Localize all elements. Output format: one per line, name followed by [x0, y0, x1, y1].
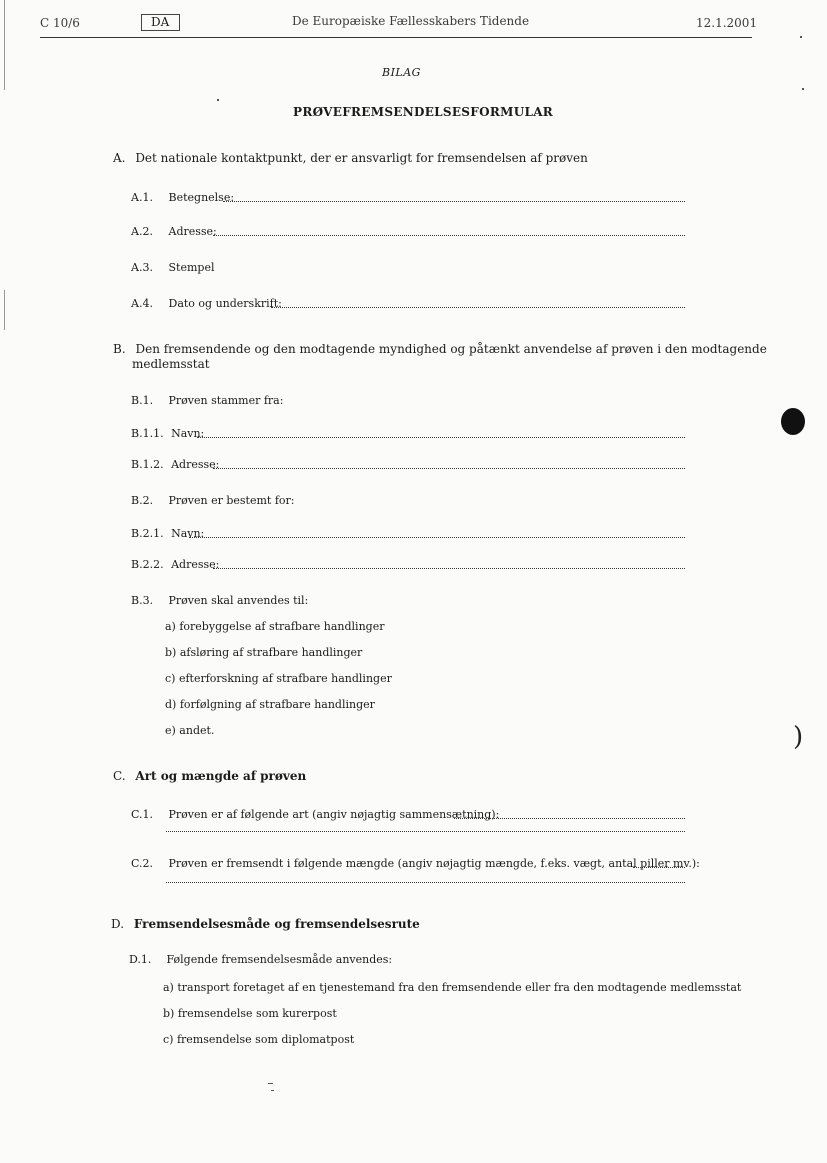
- section-b-title-line2: medlemsstat: [132, 357, 210, 371]
- annex-label: BILAG: [382, 66, 421, 79]
- form-title: PRØVEFREMSENDELSESFORMULAR: [293, 105, 554, 119]
- header-rule: [40, 37, 752, 38]
- field-d1-number: D.1.: [129, 953, 152, 966]
- field-c2-dotted-line[interactable]: [633, 867, 685, 868]
- scan-bracket-mark: ): [793, 722, 804, 752]
- mode-option: a) transport foretaget af en tjenestemand fra den fremsendende eller fra den modtagende medlemsstat: [163, 981, 742, 994]
- field-a4-number: A.4.: [131, 297, 153, 310]
- field-b2-label: Prøven er bestemt for:: [168, 494, 295, 507]
- use-option: d) forfølgning af strafbare handlinger: [165, 698, 375, 711]
- field-c1-number: C.1.: [131, 808, 154, 821]
- field-a2-dotted-line[interactable]: [213, 235, 685, 236]
- field-b21-label: Navn:: [171, 527, 205, 540]
- mode-option: b) fremsendelse som kurerpost: [163, 1007, 337, 1020]
- field-b22: [131, 558, 219, 571]
- section-c-letter: C.: [113, 769, 126, 783]
- language-code: DA: [151, 15, 170, 29]
- field-b22-dotted-line[interactable]: [213, 568, 685, 569]
- field-b3: [131, 594, 308, 607]
- field-b12: [131, 458, 219, 471]
- journal-title: De Europæiske Fællesskabers Tidende: [292, 14, 530, 28]
- page-number: C 10/6: [40, 16, 80, 30]
- section-b-letter: B.: [113, 342, 126, 356]
- use-option: a) forebyggelse af strafbare handlinger: [165, 620, 385, 633]
- field-b22-label: Adresse:: [171, 558, 220, 571]
- field-b11-number: B.1.1.: [131, 427, 164, 440]
- use-option: c) efterforskning af strafbare handlinger: [165, 672, 392, 685]
- section-c-title: Art og mængde af prøven: [135, 769, 307, 783]
- field-b2-number: B.2.: [131, 494, 154, 507]
- field-c2-number: C.2.: [131, 857, 154, 870]
- field-a1-dotted-line[interactable]: [223, 201, 685, 202]
- field-a4-label: Dato og underskrift:: [168, 297, 282, 310]
- field-b1-number: B.1.: [131, 394, 154, 407]
- field-c1-dotted-line-2[interactable]: [166, 831, 685, 832]
- field-d1-label: Følgende fremsendelsesmåde anvendes:: [166, 953, 393, 966]
- header-date: 12.1.2001: [696, 16, 758, 30]
- field-a2-number: A.2.: [131, 225, 153, 238]
- field-b21-dotted-line[interactable]: [189, 537, 685, 538]
- section-a-letter: A.: [113, 151, 126, 165]
- scan-speck: [802, 88, 804, 90]
- section-c-heading: [113, 769, 306, 783]
- field-d1: [129, 953, 392, 966]
- mode-option: c) fremsendelse som diplomatpost: [163, 1033, 355, 1046]
- field-a3: [131, 261, 214, 274]
- field-b12-dotted-line[interactable]: [213, 468, 685, 469]
- field-c1: [131, 808, 499, 821]
- field-b3-label: Prøven skal anvendes til:: [168, 594, 309, 607]
- section-d-title: Fremsendelsesmåde og fremsendelsesrute: [133, 917, 420, 931]
- field-b12-label: Adresse:: [171, 458, 220, 471]
- field-c2: [131, 857, 700, 870]
- field-b12-number: B.1.2.: [131, 458, 164, 471]
- scan-speck: [268, 1083, 273, 1084]
- field-a2: [131, 225, 217, 238]
- field-b1: [131, 394, 283, 407]
- field-b22-number: B.2.2.: [131, 558, 164, 571]
- field-c1-dotted-line[interactable]: [454, 818, 685, 819]
- scan-margin-line: [4, 290, 5, 330]
- field-b1-label: Prøven stammer fra:: [168, 394, 284, 407]
- section-d-letter: D.: [111, 917, 125, 931]
- field-b2: [131, 494, 294, 507]
- language-box: [141, 14, 180, 31]
- section-d-heading: [111, 917, 420, 931]
- field-a2-label: Adresse:: [168, 225, 217, 238]
- field-a3-label: Stempel: [168, 261, 215, 274]
- field-b21-number: B.2.1.: [131, 527, 164, 540]
- field-c2-label: Prøven er fremsendt i følgende mængde (angiv nøjagtig mængde, f.eks. vægt, antal piller mv.):: [168, 857, 700, 870]
- field-a4: [131, 297, 282, 310]
- scan-speck: [217, 99, 219, 101]
- scan-speck: [271, 1090, 274, 1091]
- field-b21: [131, 527, 204, 540]
- use-option: e) andet.: [165, 724, 215, 737]
- field-b3-number: B.3.: [131, 594, 154, 607]
- field-a1: [131, 191, 234, 204]
- field-a1-label: Betegnelse:: [168, 191, 235, 204]
- field-b11-dotted-line[interactable]: [197, 437, 685, 438]
- field-a4-dotted-line[interactable]: [271, 307, 685, 308]
- field-c2-dotted-line-2[interactable]: [166, 882, 685, 883]
- scan-speck: [800, 36, 802, 38]
- field-a1-number: A.1.: [131, 191, 153, 204]
- punch-hole-mark: [781, 408, 805, 435]
- scan-margin-line: [4, 0, 5, 90]
- field-b11-label: Navn:: [171, 427, 205, 440]
- use-option: b) afsløring af strafbare handlinger: [165, 646, 363, 659]
- section-b-title-line1: Den fremsendende og den modtagende myndighed og påtænkt anvendelse af prøven i den modtagende: [135, 342, 767, 356]
- field-c1-label: Prøven er af følgende art (angiv nøjagtig sammensætning):: [168, 808, 500, 821]
- field-b11: [131, 427, 204, 440]
- section-a-heading: [113, 151, 588, 165]
- section-a-title: Det nationale kontaktpunkt, der er ansvarligt for fremsendelsen af prøven: [135, 151, 588, 165]
- section-b-heading: [113, 342, 767, 356]
- field-a3-number: A.3.: [131, 261, 153, 274]
